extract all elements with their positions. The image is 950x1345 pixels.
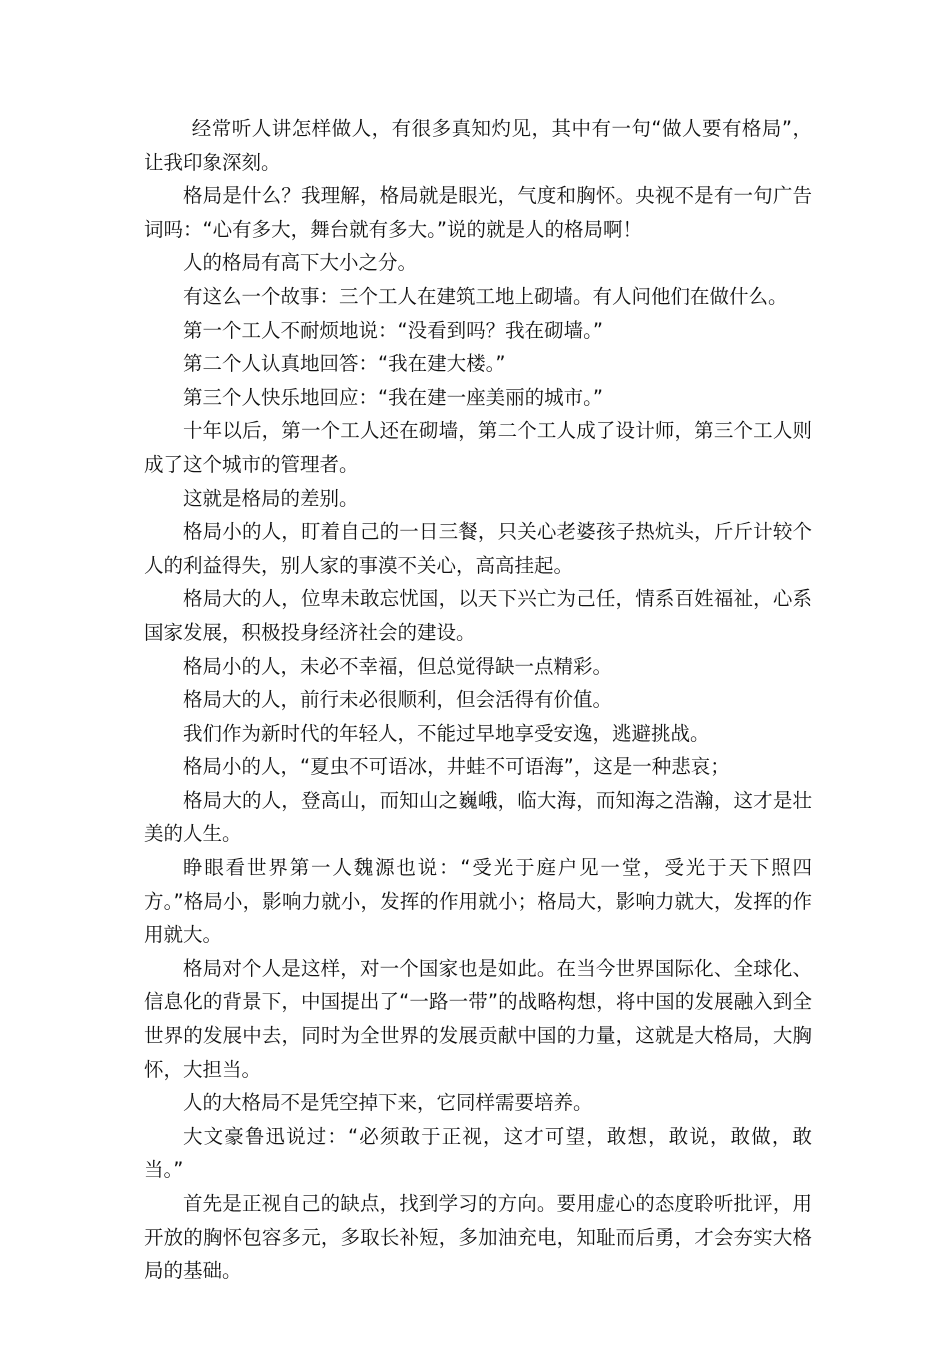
paragraph-10: 格局小的人，盯着自己的一日三餐，只关心老婆孩子热炕头，斤斤计较个人的利益得失，别人家的事漠不关心，高高挂起。: [144, 520, 812, 577]
paragraph-1: 经常听人讲怎样做人，有很多真知灼见，其中有一句“做人要有格局”，让我印象深刻。: [144, 117, 812, 174]
paragraph-13: 格局大的人，前行未必很顺利，但会活得有价值。: [183, 688, 613, 712]
paragraph-17: 睁眼看世界第一人魏源也说：“受光于庭户见一堂，受光于天下照四方。”格局小，影响力就小，发挥的作用就小；格局大，影响力就大，发挥的作用就大。: [144, 856, 812, 947]
paragraph-11: 格局大的人，位卑未敢忘忧国，以天下兴亡为己任，情系百姓福祉，心系国家发展，积极投身经济社会的建设。: [144, 587, 812, 644]
document-body: [144, 112, 812, 1288]
paragraph-16: 格局大的人，登高山，而知山之巍峨，临大海，而知海之浩瀚，这才是壮美的人生。: [144, 788, 812, 846]
paragraph-3: 人的格局有高下大小之分。: [183, 251, 418, 275]
paragraph-2: 格局是什么？我理解，格局就是眼光，气度和胸怀。央视不是有一句广告词吗：“心有多大，舞台就有多大。”说的就是人的格局啊！: [144, 184, 812, 241]
paragraph-4: 有这么一个故事：三个工人在建筑工地上砌墙。有人问他们在做什么。: [183, 284, 788, 308]
paragraph-12: 格局小的人，未必不幸福，但总觉得缺一点精彩。: [183, 654, 613, 678]
paragraph-19: 人的大格局不是凭空掉下来，它同样需要培养。: [183, 1091, 593, 1115]
paragraph-8: 十年以后，第一个工人还在砌墙，第二个工人成了设计师，第三个工人则成了这个城市的管理者。: [144, 419, 812, 476]
paragraph-15: 格局小的人，“夏虫不可语冰，井蛙不可语海”，这是一种悲哀；: [183, 755, 730, 779]
paragraph-20: 大文豪鲁迅说过：“必须敢于正视，这才可望，敢想，敢说，敢做，敢当。”: [144, 1124, 812, 1182]
paragraph-21: 首先是正视自己的缺点，找到学习的方向。要用虚心的态度聆听批评，用开放的胸怀包容多元，多取长补短，多加油充电，知耻而后勇，才会夯实大格局的基础。: [144, 1192, 812, 1283]
paragraph-6: 第二个人认真地回答：“我在建大楼。”: [183, 352, 506, 376]
paragraph-18: 格局对个人是这样，对一个国家也是如此。在当今世界国际化、全球化、信息化的背景下，中国提出了“一路一带”的战略构想，将中国的发展融入到全世界的发展中去，同时为全世界的发展贡献中国的力量，这就是大格局，大胸怀，大担当。: [144, 956, 812, 1081]
paragraph-9: 这就是格局的差别。: [183, 486, 359, 510]
paragraph-14: 我们作为新时代的年轻人，不能过早地享受安逸，逃避挑战。: [183, 721, 710, 745]
paragraph-5: 第一个工人不耐烦地说：“没看到吗？我在砌墙。”: [183, 318, 603, 342]
paragraph-7: 第三个人快乐地回应：“我在建一座美丽的城市。”: [183, 385, 603, 409]
